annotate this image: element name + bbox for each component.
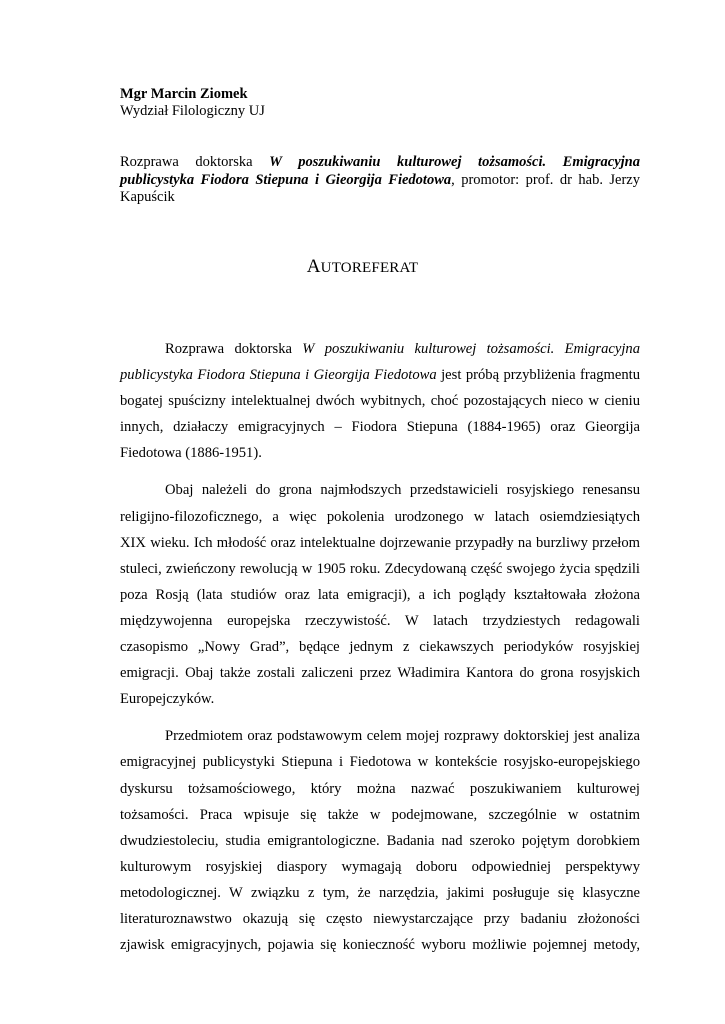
title-first-letter: A (306, 256, 321, 277)
p3-line: dyskursu tożsamościowego, który można nazwać poszukiwaniem kulturowej (120, 780, 640, 797)
p2-line: międzywojenna europejska rzeczywistość. W latach trzydziestych redagowali (120, 612, 640, 629)
p1-line2-italic: publicystyka Fiodora Stiepuna i Gieorgija Fiedotowa (120, 367, 437, 384)
page-title (0, 256, 725, 278)
p1-line: innych, działaczy emigracyjnych – Fiodora Stiepuna (1884-1965) oraz Gieorgija (120, 419, 640, 436)
p3-line: zjawisk emigracyjnych, pojawia się konieczność wyboru możliwie pojemnej metody, (120, 937, 640, 954)
p1-line1-italic: W poszukiwaniu kulturowej tożsamości. Emigracyjna (302, 341, 640, 357)
paragraph-3 (120, 723, 640, 958)
p3-line: tożsamości. Praca wpisuje się także w podejmowane, szczególnie w ostatnim (120, 806, 640, 823)
p2-line: czasopismo „Nowy Grad”, będące jednym z ciekawszych periodyków rosyjskiej (120, 639, 640, 656)
author-department: Wydział Filologiczny UJ (120, 103, 265, 119)
title-rest: UTOREFERAT (320, 260, 419, 276)
p2-line: XIX wieku. Ich młodość oraz intelektualne dojrzewanie przypadły na burzliwy przełom (120, 534, 640, 551)
author-block (120, 86, 265, 120)
paragraph-1 (120, 336, 640, 466)
p2-line: emigracji. Obaj także zostali zaliczeni przez Władimira Kantora do grona rosyjskich (120, 665, 640, 682)
p1-line2-text: jest próbą przybliżenia fragmentu (436, 367, 640, 384)
thesis-info (120, 154, 640, 207)
thesis-prefix: Rozprawa doktorska (120, 154, 270, 170)
p2-line: Obaj należeli do grona najmłodszych przedstawicieli rosyjskiego renesansu (165, 482, 640, 499)
p2-line: Europejczyków. (120, 691, 215, 708)
thesis-title: W poszukiwaniu kulturowej tożsamości. Emigracyjna publicystyka Fiodora Stiepuna i Gieorgija Fiedotowa (120, 154, 640, 188)
p3-line: kulturowym rosyjskiej diaspory wymagają doboru odpowiedniej perspektywy (120, 858, 640, 875)
p3-line: dwudziestoleciu, studia emigrantologiczne. Badania nad szeroko pojętym dorobkiem (120, 832, 640, 849)
body-text (120, 336, 640, 969)
p2-line: religijno-filozoficznego, a więc pokolenia urodzonego w latach osiemdziesiątych (120, 508, 640, 525)
p3-line: Przedmiotem oraz podstawowym celem mojej rozprawy doktorskiej jest analiza (165, 728, 640, 745)
p2-line: stuleci, zwieńczony rewolucją w 1905 roku. Zdecydowaną część swojego życia spędzili (120, 560, 640, 577)
p3-line: emigracyjnej publicystyki Stiepuna i Fiedotowa w kontekście rosyjsko-europejskiego (120, 754, 640, 771)
p1-line (120, 362, 640, 388)
p1-line1-text: Rozprawa doktorska (165, 341, 303, 357)
p2-line: poza Rosją (lata studiów oraz lata emigracji), a ich poglądy kształtowała złożona (120, 586, 640, 603)
author-name: Mgr Marcin Ziomek (120, 86, 248, 102)
thesis-supervisor: , promotor: prof. dr hab. Jerzy Kapuścik (120, 171, 640, 205)
p1-line: bogatej spuścizny intelektualnej dwóch wybitnych, choć pozostających nieco w cieniu (120, 393, 640, 410)
p3-line: literaturoznawstwo okazują się często niewystarczające przy badaniu złożoności (120, 910, 640, 927)
p1-line (120, 336, 640, 362)
paragraph-2 (120, 477, 640, 712)
p3-line: metodologicznej. W związku z tym, że narzędzia, jakimi posługuje się klasyczne (120, 884, 640, 901)
p1-line: Fiedotowa (1886-1951). (120, 445, 262, 462)
